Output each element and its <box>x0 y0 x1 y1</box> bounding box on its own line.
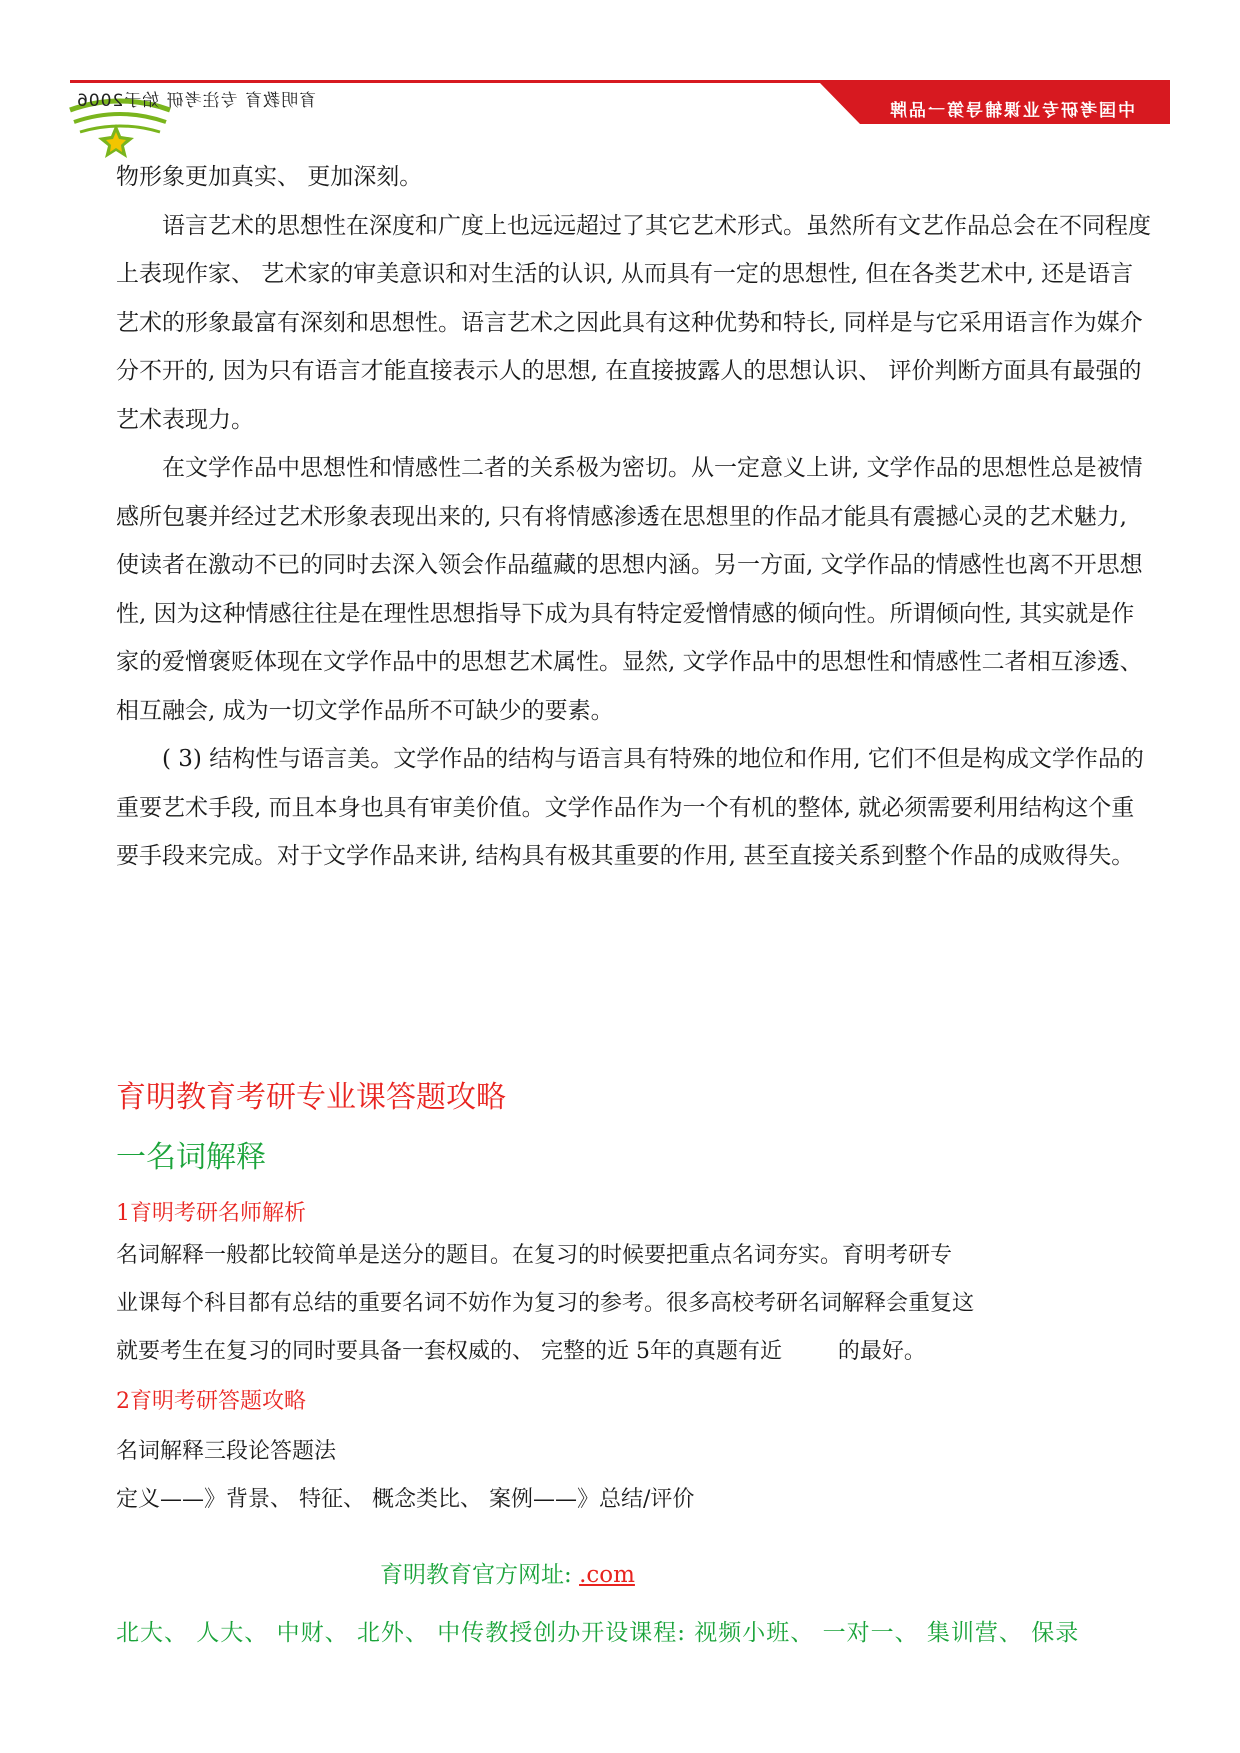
section-title: 育明教育考研专业课答题攻略 <box>116 1080 506 1115</box>
footer-courses: 北大、 人大、 中财、 北外、 中传教授创办开设课程: 视频小班、 一对一、 集训营、 保录 <box>116 1620 1080 1646</box>
paragraph-thought-emotion: 在文学作品中思想性和情感性二者的关系极为密切。从一定意义上讲, 文学作品的思想性总是被情感所包裹并经过艺术形象表现出来的, 只有将情感渗透在思想里的作品才能具有震撼心灵的艺术魅力, 使读者在激动不已的同时去深入领会作品蕴藏的思想内涵。另一方面, 文学作品的情感性也离不开思想性, 因为这种情感往往是在理性思想指导下成为具有特定爱憎情感的倾向性。所谓倾向性, 其实就是作家的爱憎褒贬体现在文学作品中的思想艺术属性。显然, 文学作品中的思想性和情感性二者相互渗透、 相互融会, 成为一切文学作品所不可缺少的要素。 <box>116 455 1143 724</box>
part2-line: 名词解释三段论答题法 <box>116 1439 337 1464</box>
part1-line: 名词解释一般都比较简单是送分的题目。在复习的时候要把重点名词夯实。育明考研专 <box>116 1243 953 1268</box>
page-header <box>0 0 1240 160</box>
header-slogan: 中国考研专业课辅导第一品牌 <box>888 101 1135 121</box>
header-banner-graphic <box>0 0 1240 160</box>
website-label: 育明教育官方网址: <box>380 1562 580 1588</box>
paragraph-continuation: 物形象更加真实、 更加深刻。 <box>116 164 423 190</box>
logo-text: 育明教育 专注考研 始于2006 <box>76 91 317 111</box>
body-text <box>116 153 1156 881</box>
paragraph-language-art: 语言艺术的思想性在深度和广度上也远远超过了其它艺术形式。虽然所有文艺作品总会在不同程度上表现作家、 艺术家的审美意识和对生活的认识, 从而具有一定的思想性, 但在各类艺术中, 还是语言艺术的形象最富有深刻和思想性。语言艺术之因此具有这种优势和特长, 同样是与它采用语言作为媒介分不开的, 因为只有语言才能直接表示人的思想, 在直接披露人的思想认识、 评价判断方面具有最强的艺术表现力。 <box>116 212 1151 433</box>
part1-heading: 1育明考研名师解析 <box>116 1201 306 1226</box>
part2-heading: 2育明考研答题攻略 <box>116 1389 306 1414</box>
part1-line: 业课每个科目都有总结的重要名词不妨作为复习的参考。很多高校考研名词解释会重复这 <box>116 1291 975 1316</box>
website-domain-link[interactable]: .com <box>579 1562 635 1588</box>
paragraph-structure: ( 3) 结构性与语言美。文学作品的结构与语言具有特殊的地位和作用, 它们不但是构成文学作品的重要艺术手段, 而且本身也具有审美价值。文学作品作为一个有机的整体, 就必须需要利用结构这个重要手段来完成。对于文学作品来讲, 结构具有极其重要的作用, 甚至直接关系到整个作品的成败得失。 <box>116 746 1144 869</box>
part2-line: 定义——》背景、 特征、 概念类比、 案例——》总结/评价 <box>116 1487 695 1512</box>
part1-line: 就要考生在复习的同时要具备一套权威的、 完整的近 5年的真题有近 的最好。 <box>116 1339 926 1364</box>
official-website[interactable] <box>380 1556 635 1589</box>
section-subtitle: 一名词解释 <box>116 1140 266 1175</box>
